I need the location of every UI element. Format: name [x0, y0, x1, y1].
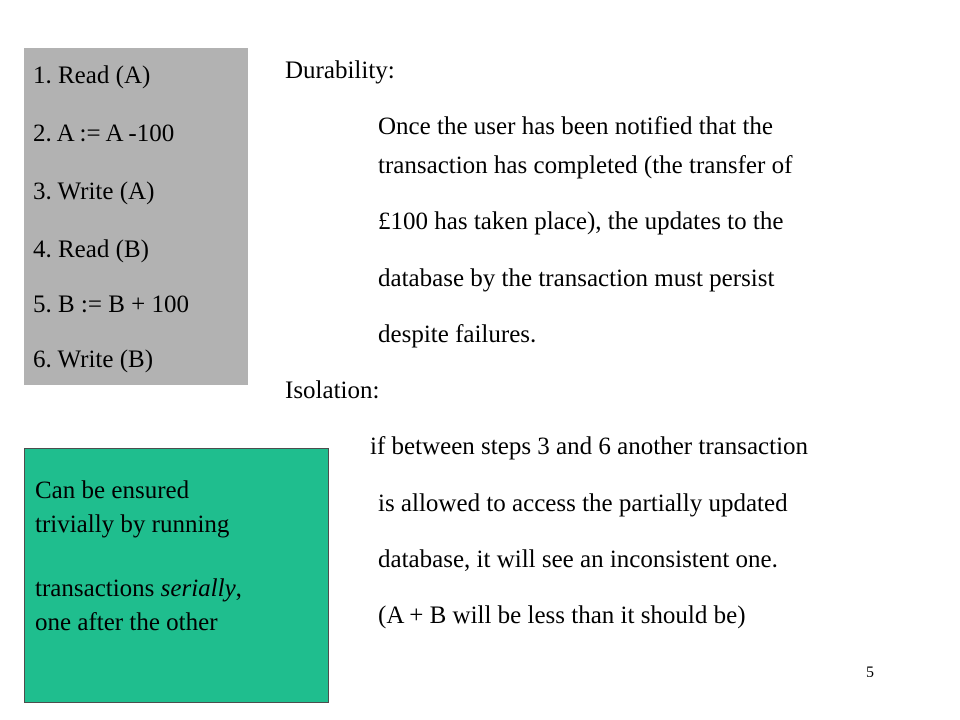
step-3: 3. Write (A): [33, 178, 155, 205]
isolation-heading: Isolation:: [285, 377, 380, 404]
durability-line-1: Once the user has been notified that the: [378, 113, 773, 140]
isolation-line-3: database, it will see an inconsistent one.: [378, 546, 778, 573]
step-4: 4. Read (B): [33, 236, 149, 263]
step-2: 2. A := A -100: [33, 120, 175, 147]
note-line-4: one after the other: [35, 609, 218, 636]
note-line-1: Can be ensured: [35, 477, 190, 504]
durability-heading: Durability:: [285, 57, 395, 84]
step-5: 5. B := B + 100: [33, 291, 189, 318]
note-emphasis-serially: serially: [160, 575, 236, 602]
isolation-line-4: (A + B will be less than it should be): [378, 602, 746, 629]
isolation-line-1: if between steps 3 and 6 another transaction: [370, 433, 809, 460]
durability-line-4: database by the transaction must persist: [378, 265, 775, 292]
note-line-3: [35, 575, 242, 603]
note-comma: ,: [235, 575, 242, 602]
note-line-2: trivially by running: [35, 511, 230, 538]
page-number: 5: [866, 664, 874, 681]
durability-line-5: despite failures.: [378, 321, 537, 348]
durability-line-3: £100 has taken place), the updates to the: [378, 208, 784, 235]
durability-line-2: transaction has completed (the transfer of: [378, 152, 793, 179]
step-1: 1. Read (A): [33, 62, 151, 89]
isolation-line-2: is allowed to access the partially updated: [378, 490, 788, 517]
steps-box: [24, 48, 248, 385]
step-6: 6. Write (B): [33, 346, 154, 373]
note-box: [24, 448, 329, 703]
note-word-transactions: transactions: [35, 575, 155, 602]
